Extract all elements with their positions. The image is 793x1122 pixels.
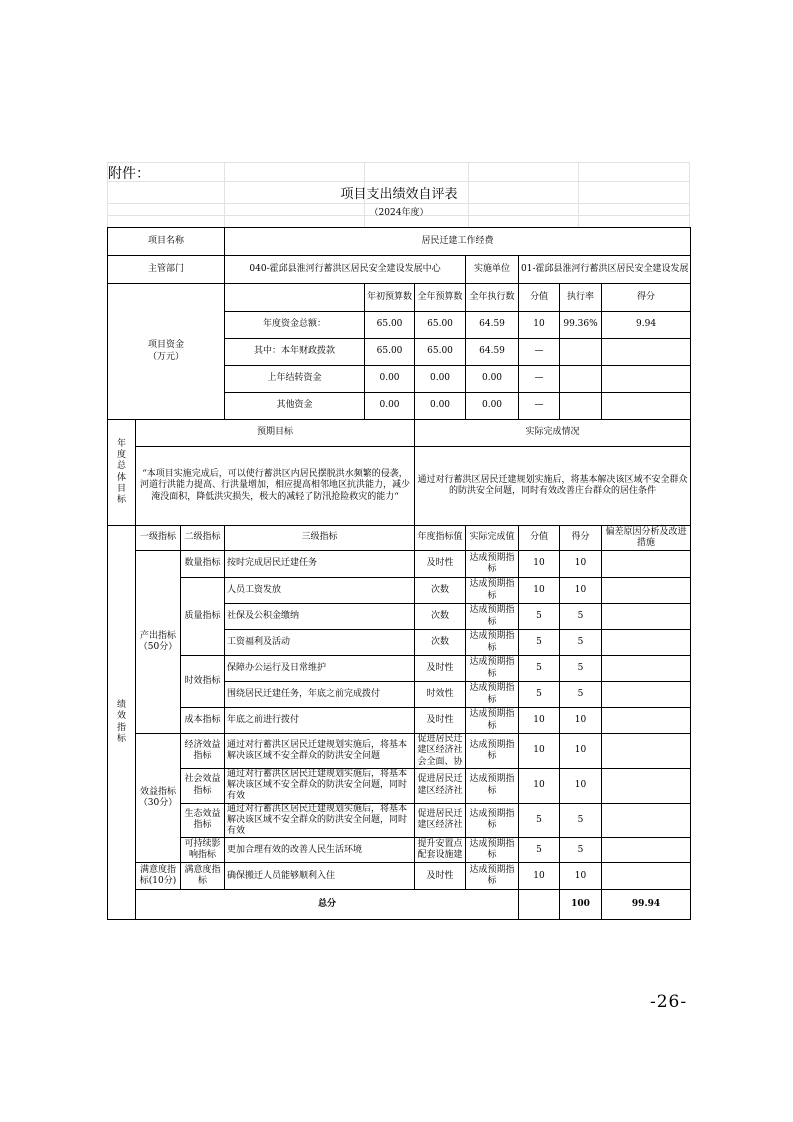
actual-completion-text: 通过对行蓄洪区居民迁建规划实施后，将基本解决该区域不安全群众的防洪安全问题，同时有效改善庄台群众的居住条件 [415,447,691,526]
header-initial-budget: 年初预算数 [365,284,415,312]
actual-value: 达成预期指标 [466,863,519,890]
header-exec-rate: 执行率 [560,284,602,312]
level3: 更加合理有效的改善人民生活环境 [225,838,415,863]
annual-target: 促进居民迁建区经济社 [415,803,466,838]
annual-target: 促进居民迁建区经济社会全面、协 [415,734,466,769]
perf-header-row [108,526,691,551]
indicator-row [108,838,691,863]
header-score-value: 分值 [519,284,560,312]
score: 5 [560,604,602,630]
annual-target: 时效性 [415,682,466,708]
value: 5 [519,656,560,682]
funds-rate [560,366,602,393]
output-indicator-label [136,551,181,734]
indicator-row [108,551,691,578]
funds-annual: 0.00 [415,366,466,393]
annual-goals-label [108,420,136,526]
level3: 通过对行蓄洪区居民迁建规划实施后，将基本解决该区域不安全群众的防洪安全问题 [225,734,415,769]
actual-value: 达成预期指标 [466,768,519,803]
funds-score [602,339,691,366]
deviation [602,604,691,630]
implementing-unit-value: 01-霍邱县淮河行蓄洪区居民安全建设发展 [519,256,691,284]
goals-char: 体 [116,472,126,483]
funds-executed: 64.59 [466,312,519,339]
project-name-row [108,228,691,256]
score: 5 [560,838,602,863]
funds-score: 9.94 [602,312,691,339]
implementing-unit-label: 实施单位 [466,256,519,284]
expected-goal-header: 预期目标 [136,420,415,447]
funds-annual: 65.00 [415,312,466,339]
funds-initial: 0.00 [365,393,415,420]
header-annual-budget: 全年预算数 [415,284,466,312]
funds-row-label: 上年结转资金 [225,366,365,393]
project-name-value: 居民迁建工作经费 [225,228,691,256]
output-label: 产出指标 [139,630,176,641]
header-level3: 三级指标 [225,526,415,551]
value: 10 [519,708,560,734]
funds-initial: 0.00 [365,366,415,393]
annual-target: 及时性 [415,708,466,734]
header-deviation: 偏差原因分析及改进措施 [602,526,691,551]
output-score: （50分） [138,642,178,652]
indicator-row [108,708,691,734]
deviation [602,656,691,682]
funds-score [602,366,691,393]
actual-value: 达成预期指标 [466,708,519,734]
level3: 保障办公运行及日常维护 [225,656,415,682]
funds-row-label: 其他资金 [225,393,365,420]
level3: 工资福利及活动 [225,630,415,656]
actual-completion-header: 实际完成情况 [415,420,691,447]
deviation [602,682,691,708]
level2: 数量指标 [181,551,225,578]
goals-char: 度 [116,450,126,460]
level3: 通过对行蓄洪区居民迁建规划实施后，将基本解决该区域不安全群众的防洪安全问题，同时有效 [225,803,415,838]
value: 5 [519,682,560,708]
total-row [108,890,691,920]
value: 5 [519,604,560,630]
deviation [602,630,691,656]
annual-target: 促进居民迁建区经济社 [415,768,466,803]
level2: 成本指标 [181,708,225,734]
level3: 通过对行蓄洪区居民迁建规划实施后，将基本解决该区域不安全群众的防洪安全问题，同时有效 [225,768,415,803]
deviation [602,838,691,863]
indicator-row [108,863,691,890]
goals-char: 年 [116,438,126,449]
deviation [602,803,691,838]
level2: 满意度指标 [181,863,225,890]
score: 10 [560,708,602,734]
deviation [602,578,691,604]
actual-value: 达成预期指标 [466,682,519,708]
deviation [602,551,691,578]
perf-char: 绩 [116,700,126,711]
annual-target: 提升安置点配套设施建 [415,838,466,863]
value: 10 [519,863,560,890]
funds-rate [560,393,602,420]
funds-score [602,393,691,420]
department-value: 040-霍邱县淮河行蓄洪区居民安全建设发展中心 [225,256,466,284]
indicator-row [108,734,691,769]
funds-rate: 99.36% [560,312,602,339]
header-score: 得分 [560,526,602,551]
header-level1: 一级指标 [136,526,181,551]
level3: 按时完成居民迁建任务 [225,551,415,578]
funds-initial: 65.00 [365,339,415,366]
level2: 经济效益指标 [181,734,225,769]
total-value: 100 [560,890,602,920]
actual-value: 达成预期指标 [466,551,519,578]
level2: 时效指标 [181,656,225,708]
funds-row-label: 其中：本年财政拨款 [225,339,365,366]
deviation [602,708,691,734]
level3: 社保及公积金缴纳 [225,604,415,630]
benefit-score: （30分） [138,798,178,809]
perf-char: 效 [116,711,126,722]
value: 5 [519,838,560,863]
annual-target: 及时性 [415,863,466,890]
actual-value: 达成预期指标 [466,578,519,604]
gridline [107,203,690,204]
actual-value: 达成预期指标 [466,630,519,656]
project-name-label: 项目名称 [108,228,225,256]
funds-executed: 0.00 [466,366,519,393]
actual-value: 达成预期指标 [466,734,519,769]
value: 5 [519,630,560,656]
funds-row-label: 年度资金总额： [225,312,365,339]
funds-annual: 65.00 [415,339,466,366]
level3: 围绕居民迁建任务，年底之前完成拨付 [225,682,415,708]
indicator-row [108,578,691,604]
goals-char: 总 [116,461,126,472]
funds-score-value: 10 [519,312,560,339]
department-label: 主管部门 [108,256,225,284]
actual-value: 达成预期指标 [466,656,519,682]
level3: 年底之前进行拨付 [225,708,415,734]
goals-header-row [108,420,691,447]
funds-label-line2: （万元） [148,351,185,362]
annual-target: 次数 [415,630,466,656]
funds-annual: 0.00 [415,393,466,420]
score: 5 [560,630,602,656]
value: 10 [519,578,560,604]
actual-value: 达成预期指标 [466,604,519,630]
perf-char: 指 [116,722,126,733]
page-number: -26- [650,992,688,1012]
total-blank [519,890,560,920]
annual-target: 次数 [415,604,466,630]
indicator-row [108,656,691,682]
indicator-row [108,803,691,838]
annual-target: 次数 [415,578,466,604]
perf-char: 标 [116,733,126,744]
total-label: 总分 [136,890,519,920]
satisfaction-indicator-label: 满意度指标(10分) [136,863,181,890]
annual-target: 及时性 [415,656,466,682]
level2: 社会效益指标 [181,768,225,803]
actual-value: 达成预期指标 [466,838,519,863]
report-year: （2024年度） [369,208,429,218]
page-title: 项目支出绩效自评表 [340,187,458,202]
actual-value: 达成预期指标 [466,803,519,838]
department-row [108,256,691,284]
funds-score-value: — [519,366,560,393]
funds-header-row [108,284,691,312]
level3: 确保搬迁人员能够顺利入住 [225,863,415,890]
funds-executed: 0.00 [466,393,519,420]
value: 10 [519,734,560,769]
funds-header-blank [225,284,365,312]
benefit-label: 效益指标 [139,786,176,797]
level2: 生态效益指标 [181,803,225,838]
deviation [602,863,691,890]
header-score: 得分 [602,284,691,312]
goals-char: 目 [116,483,126,494]
self-evaluation-table [107,227,691,920]
funds-rate [560,339,602,366]
score: 5 [560,656,602,682]
header-executed: 全年执行数 [466,284,519,312]
funds-score-value: — [519,393,560,420]
score: 10 [560,578,602,604]
gridline [107,162,690,163]
score: 5 [560,682,602,708]
deviation [602,768,691,803]
benefit-indicator-label [136,734,181,863]
goals-char: 标 [116,495,126,505]
funds-score-value: — [519,339,560,366]
header-value: 分值 [519,526,560,551]
score: 5 [560,803,602,838]
value: 10 [519,768,560,803]
gridline [107,181,690,182]
score: 10 [560,863,602,890]
score: 10 [560,734,602,769]
expected-goal-text: “本项目实施完成后，可以使行蓄洪区内居民摆脱洪水频繁的侵袭，河道行洪能力提高、行洪量增加，相应提高相邻地区抗洪能力，减少淹没面积，降低洪灾损失，极大的减轻了防汛抢险救灾的能力“ [136,447,415,526]
level3: 人员工资发放 [225,578,415,604]
performance-indicators-label [108,526,136,920]
funds-executed: 64.59 [466,339,519,366]
level2: 质量指标 [181,578,225,656]
indicator-row [108,768,691,803]
annual-target: 及时性 [415,551,466,578]
value: 10 [519,551,560,578]
value: 5 [519,803,560,838]
score: 10 [560,768,602,803]
deviation [602,734,691,769]
goals-content-row [108,447,691,526]
score: 10 [560,551,602,578]
attachment-label: 附件： [108,166,150,182]
header-annual-target: 年度指标值 [415,526,466,551]
header-actual-value: 实际完成值 [466,526,519,551]
total-score: 99.94 [602,890,691,920]
header-level2: 二级指标 [181,526,225,551]
funds-label-line1: 项目资金 [148,340,185,351]
funds-label [108,284,225,420]
level2: 可持续影响指标 [181,838,225,863]
funds-initial: 65.00 [365,312,415,339]
